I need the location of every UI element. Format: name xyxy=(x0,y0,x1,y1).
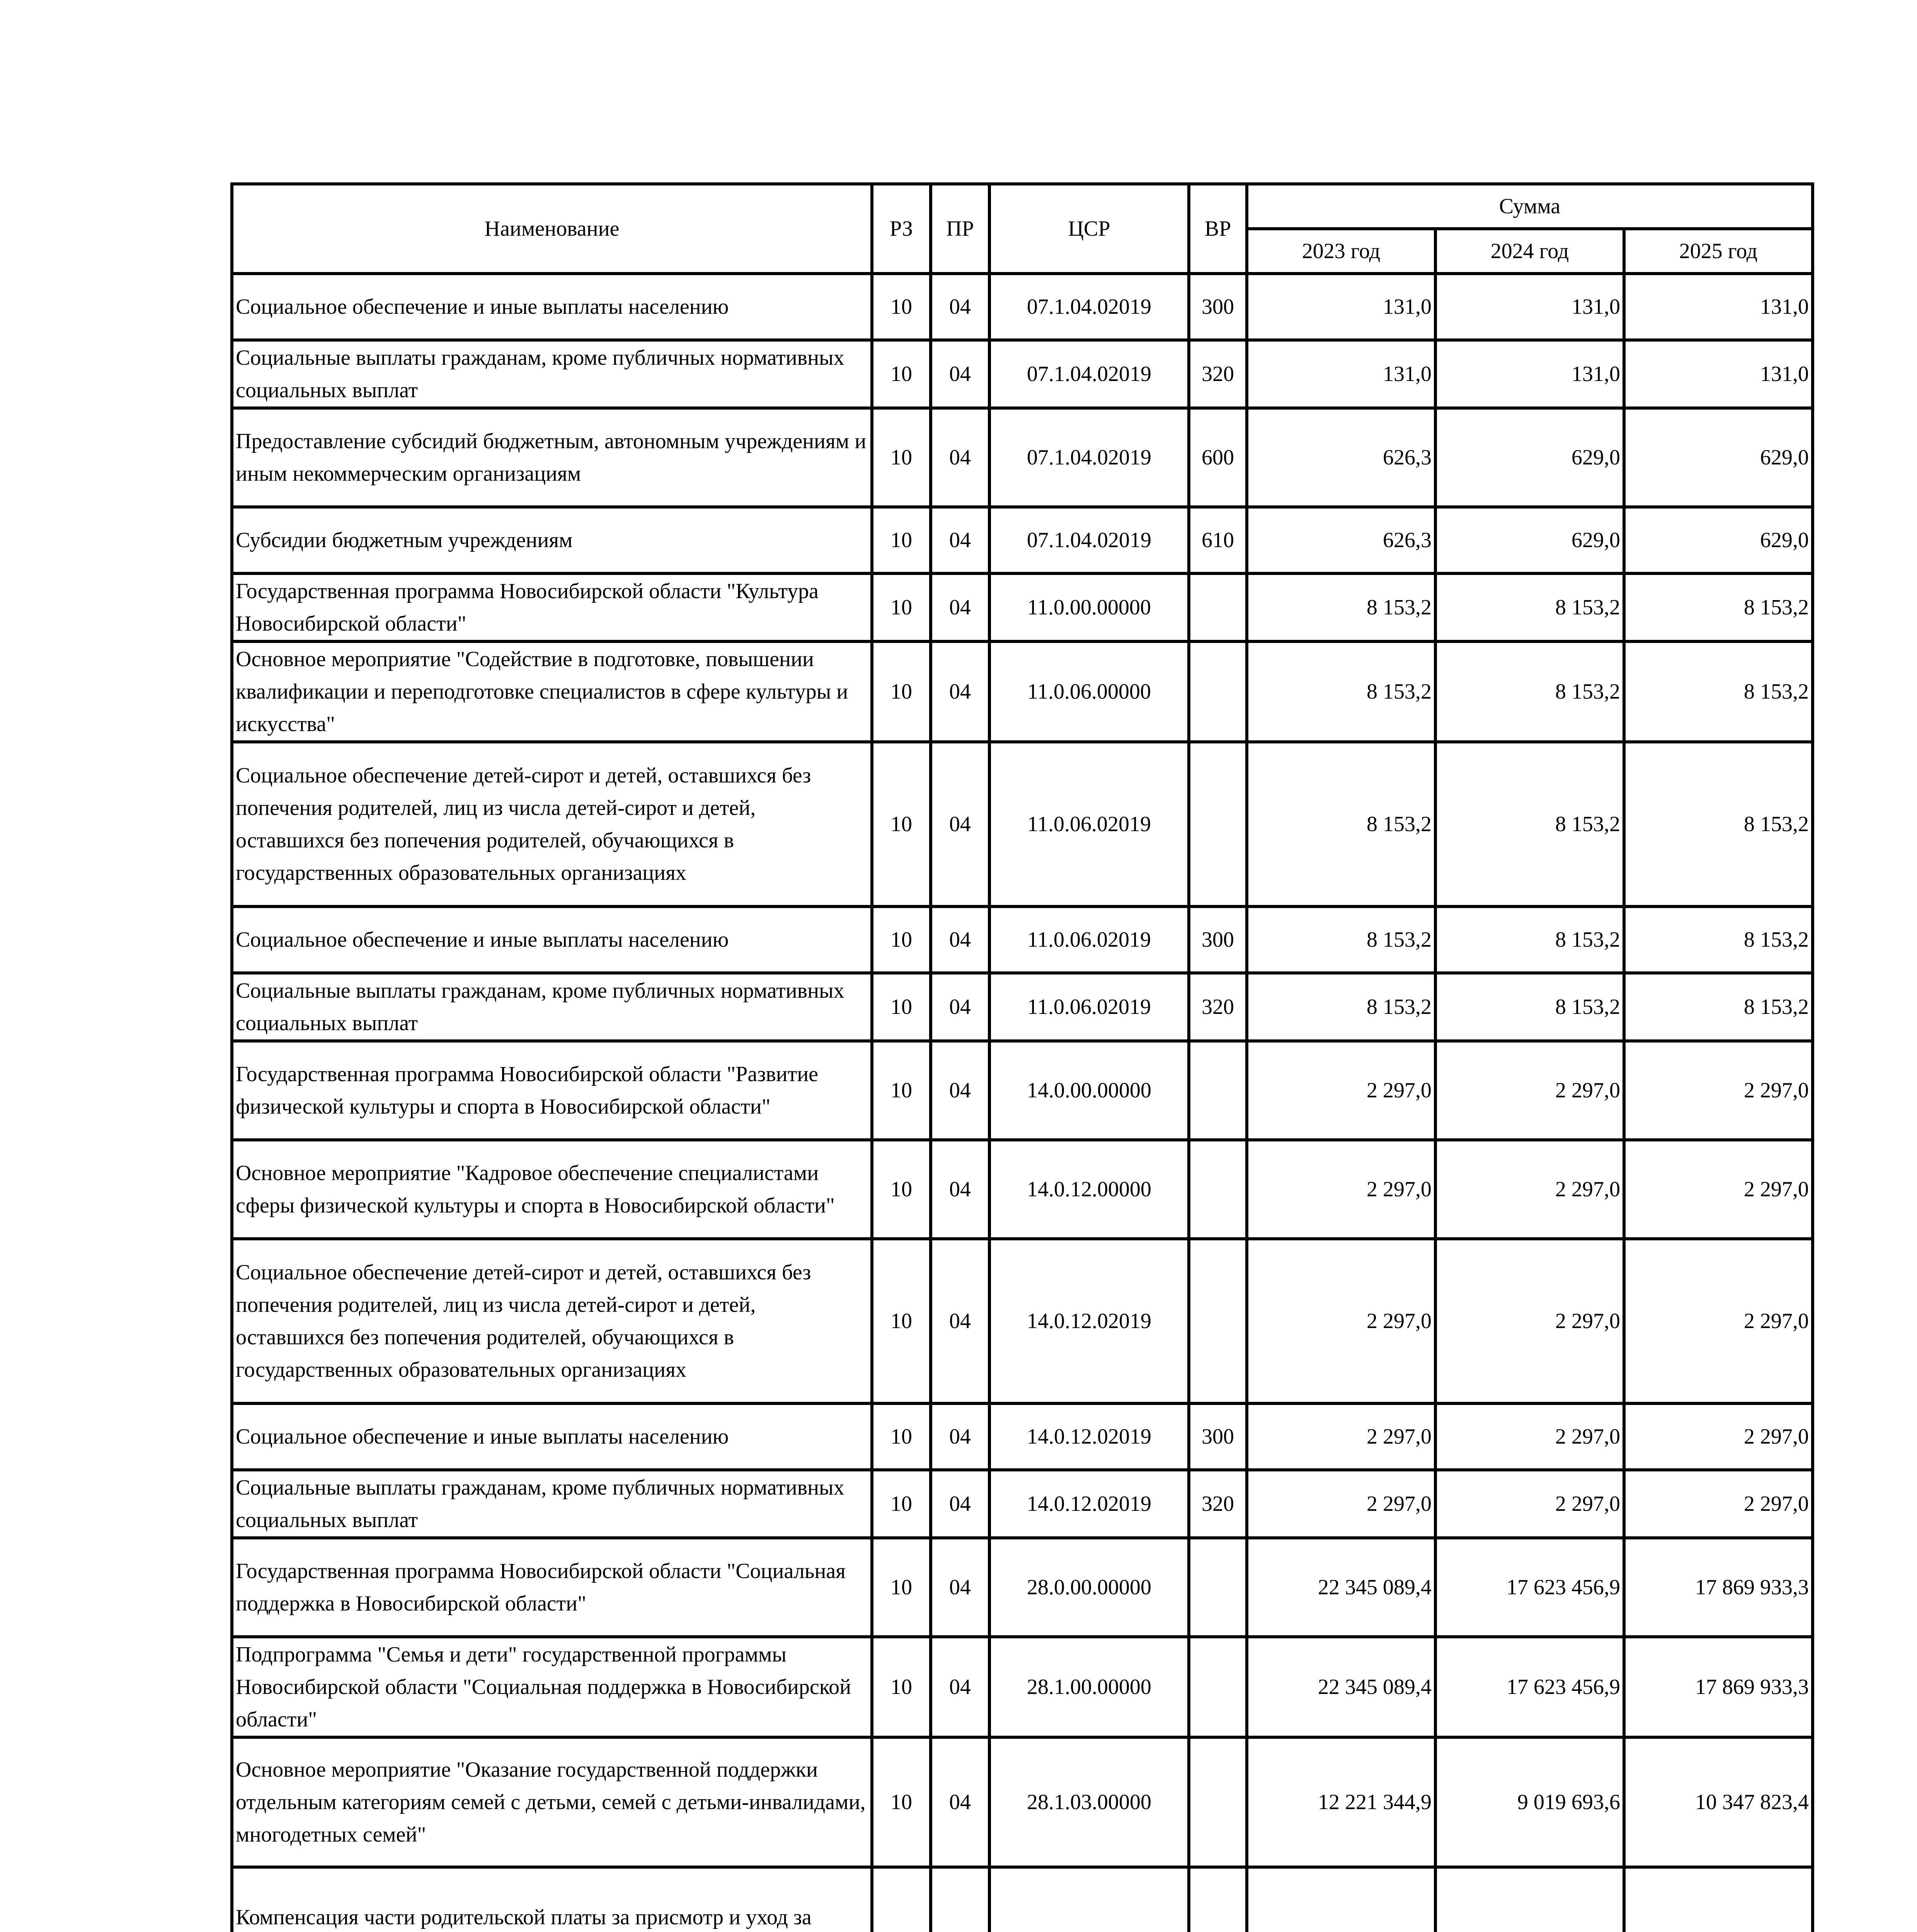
row-sum-2024: 2 297,0 xyxy=(1435,1470,1624,1538)
row-sum-2024: 2 297,0 xyxy=(1435,1140,1624,1239)
row-pr: 04 xyxy=(931,742,989,906)
row-sum-2023: 12 221 344,9 xyxy=(1247,1737,1435,1867)
table-row xyxy=(232,1470,1813,1538)
row-sum-2025: 2 297,0 xyxy=(1624,1470,1813,1538)
row-sum-2023: 8 153,2 xyxy=(1247,906,1435,973)
row-vr xyxy=(1189,742,1247,906)
row-rz: 10 xyxy=(872,573,931,641)
header-sum: Сумма xyxy=(1247,184,1813,229)
row-pr: 04 xyxy=(931,1737,989,1867)
row-name: Основное мероприятие "Оказание государственной поддержки отдельным категориям семей с детьми, семей с детьми-инвалидами, многодетных семей" xyxy=(232,1737,872,1867)
row-sum-2023: 131,0 xyxy=(1247,274,1435,340)
row-csr: 14.0.12.00000 xyxy=(989,1140,1189,1239)
table-row xyxy=(232,1140,1813,1239)
row-csr: 14.0.12.02019 xyxy=(989,1239,1189,1403)
row-pr: 04 xyxy=(931,1403,989,1470)
table-row xyxy=(232,742,1813,906)
row-name: Социальные выплаты гражданам, кроме публичных нормативных социальных выплат xyxy=(232,1470,872,1538)
row-pr: 04 xyxy=(931,641,989,742)
row-sum-2024: 8 153,2 xyxy=(1435,973,1624,1041)
row-rz: 10 xyxy=(872,408,931,507)
row-sum-2024: 8 153,2 xyxy=(1435,742,1624,906)
row-rz: 10 xyxy=(872,1403,931,1470)
row-sum-2025: 629,0 xyxy=(1624,408,1813,507)
row-vr: 610 xyxy=(1189,507,1247,573)
row-sum-2025: 131,0 xyxy=(1624,340,1813,408)
row-pr xyxy=(931,1867,989,1932)
row-vr: 320 xyxy=(1189,973,1247,1041)
table-row xyxy=(232,1637,1813,1737)
row-pr: 04 xyxy=(931,906,989,973)
row-pr: 04 xyxy=(931,274,989,340)
row-name: Государственная программа Новосибирской области "Социальная поддержка в Новосибирской области" xyxy=(232,1538,872,1637)
row-pr: 04 xyxy=(931,1538,989,1637)
row-sum-2024: 9 019 693,6 xyxy=(1435,1737,1624,1867)
row-sum-2024: 8 153,2 xyxy=(1435,573,1624,641)
row-rz: 10 xyxy=(872,1538,931,1637)
table-row xyxy=(232,507,1813,573)
row-name: Основное мероприятие "Содействие в подготовке, повышении квалификации и переподготовке специалистов в сфере культуры и искусства" xyxy=(232,641,872,742)
row-rz: 10 xyxy=(872,507,931,573)
row-sum-2025: 17 869 933,3 xyxy=(1624,1637,1813,1737)
row-sum-2025: 17 869 933,3 xyxy=(1624,1538,1813,1637)
table-row xyxy=(232,408,1813,507)
row-rz: 10 xyxy=(872,1637,931,1737)
row-rz: 10 xyxy=(872,641,931,742)
row-name: Подпрограмма "Семья и дети" государственной программы Новосибирской области "Социальная поддержка в Новосибирской области" xyxy=(232,1637,872,1737)
row-pr: 04 xyxy=(931,1140,989,1239)
row-sum-2024: 8 153,2 xyxy=(1435,641,1624,742)
table-row xyxy=(232,1737,1813,1867)
row-sum-2024: 17 623 456,9 xyxy=(1435,1637,1624,1737)
row-sum-2024: 2 297,0 xyxy=(1435,1403,1624,1470)
row-sum-2023: 2 297,0 xyxy=(1247,1140,1435,1239)
table-row xyxy=(232,641,1813,742)
row-pr: 04 xyxy=(931,507,989,573)
row-sum-2025: 2 297,0 xyxy=(1624,1041,1813,1140)
table-row xyxy=(232,1403,1813,1470)
row-vr: 300 xyxy=(1189,1403,1247,1470)
row-csr: 11.0.06.02019 xyxy=(989,742,1189,906)
row-vr xyxy=(1189,1867,1247,1932)
table-row xyxy=(232,1041,1813,1140)
row-csr: 11.0.06.02019 xyxy=(989,973,1189,1041)
row-rz: 10 xyxy=(872,1041,931,1140)
row-sum-2025: 629,0 xyxy=(1624,507,1813,573)
row-csr: 28.0.00.00000 xyxy=(989,1538,1189,1637)
row-rz: 10 xyxy=(872,1140,931,1239)
table-row xyxy=(232,1239,1813,1403)
row-name: Государственная программа Новосибирской области "Культура Новосибирской области" xyxy=(232,573,872,641)
row-sum-2023: 131,0 xyxy=(1247,340,1435,408)
row-sum-2023: 2 297,0 xyxy=(1247,1041,1435,1140)
row-vr xyxy=(1189,1538,1247,1637)
row-sum-2023: 2 297,0 xyxy=(1247,1239,1435,1403)
row-rz: 10 xyxy=(872,274,931,340)
header-rz: РЗ xyxy=(872,184,931,274)
row-sum-2025: 8 153,2 xyxy=(1624,742,1813,906)
row-vr xyxy=(1189,641,1247,742)
row-sum-2025: 131,0 xyxy=(1624,274,1813,340)
row-pr: 04 xyxy=(931,1239,989,1403)
row-sum-2024: 8 153,2 xyxy=(1435,906,1624,973)
row-name: Предоставление субсидий бюджетным, автономным учреждениям и иным некоммерческим организациям xyxy=(232,408,872,507)
row-pr: 04 xyxy=(931,573,989,641)
row-sum-2025 xyxy=(1624,1867,1813,1932)
row-sum-2025: 2 297,0 xyxy=(1624,1239,1813,1403)
row-rz: 10 xyxy=(872,973,931,1041)
row-csr: 07.1.04.02019 xyxy=(989,274,1189,340)
row-sum-2024: 629,0 xyxy=(1435,408,1624,507)
row-sum-2024: 629,0 xyxy=(1435,507,1624,573)
row-rz: 10 xyxy=(872,906,931,973)
row-rz: 10 xyxy=(872,1737,931,1867)
row-name: Социальное обеспечение и иные выплаты населению xyxy=(232,274,872,340)
row-sum-2023: 8 153,2 xyxy=(1247,641,1435,742)
row-vr xyxy=(1189,1239,1247,1403)
table-row xyxy=(232,973,1813,1041)
header-vr: ВР xyxy=(1189,184,1247,274)
row-csr: 28.1.00.00000 xyxy=(989,1637,1189,1737)
row-sum-2025: 10 347 823,4 xyxy=(1624,1737,1813,1867)
row-rz: 10 xyxy=(872,340,931,408)
row-vr xyxy=(1189,1737,1247,1867)
table-body xyxy=(232,274,1813,1932)
row-name: Государственная программа Новосибирской области "Развитие физической культуры и спорта в Новосибирской области" xyxy=(232,1041,872,1140)
row-vr xyxy=(1189,1140,1247,1239)
table-row xyxy=(232,906,1813,973)
table-header xyxy=(232,184,1813,274)
row-vr: 600 xyxy=(1189,408,1247,507)
row-sum-2024: 17 623 456,9 xyxy=(1435,1538,1624,1637)
row-csr: 07.1.04.02019 xyxy=(989,340,1189,408)
row-csr: 14.0.00.00000 xyxy=(989,1041,1189,1140)
row-name: Социальное обеспечение детей-сирот и детей, оставшихся без попечения родителей, лиц из числа детей-сирот и детей, оставшихся без попечения родителей, обучающихся в государственных образовательных организациях xyxy=(232,742,872,906)
row-sum-2025: 2 297,0 xyxy=(1624,1403,1813,1470)
row-sum-2023: 2 297,0 xyxy=(1247,1403,1435,1470)
row-csr: 11.0.06.00000 xyxy=(989,641,1189,742)
row-sum-2023: 22 345 089,4 xyxy=(1247,1637,1435,1737)
header-csr: ЦСР xyxy=(989,184,1189,274)
row-sum-2024: 131,0 xyxy=(1435,274,1624,340)
row-pr: 04 xyxy=(931,1637,989,1737)
header-2024: 2024 год xyxy=(1435,229,1624,274)
table-row xyxy=(232,573,1813,641)
table-row xyxy=(232,1538,1813,1637)
row-sum-2023: 8 153,2 xyxy=(1247,742,1435,906)
row-name: Социальное обеспечение детей-сирот и детей, оставшихся без попечения родителей, лиц из числа детей-сирот и детей, оставшихся без попечения родителей, обучающихся в государственных образовательных организациях xyxy=(232,1239,872,1403)
row-csr: 07.1.04.02019 xyxy=(989,408,1189,507)
header-pr: ПР xyxy=(931,184,989,274)
row-vr xyxy=(1189,573,1247,641)
row-sum-2025: 8 153,2 xyxy=(1624,641,1813,742)
row-sum-2025: 8 153,2 xyxy=(1624,906,1813,973)
table-row xyxy=(232,274,1813,340)
row-name: Социальные выплаты гражданам, кроме публичных нормативных социальных выплат xyxy=(232,973,872,1041)
row-sum-2025: 8 153,2 xyxy=(1624,573,1813,641)
row-vr: 320 xyxy=(1189,1470,1247,1538)
header-2025: 2025 год xyxy=(1624,229,1813,274)
row-name: Социальное обеспечение и иные выплаты населению xyxy=(232,1403,872,1470)
table-row xyxy=(232,340,1813,408)
row-rz: 10 xyxy=(872,1470,931,1538)
row-pr: 04 xyxy=(931,973,989,1041)
row-csr xyxy=(989,1867,1189,1932)
row-sum-2023: 8 153,2 xyxy=(1247,973,1435,1041)
row-sum-2024: 131,0 xyxy=(1435,340,1624,408)
row-pr: 04 xyxy=(931,1470,989,1538)
table-row xyxy=(232,1867,1813,1932)
row-sum-2023: 626,3 xyxy=(1247,408,1435,507)
row-sum-2023: 8 153,2 xyxy=(1247,573,1435,641)
row-pr: 04 xyxy=(931,1041,989,1140)
row-vr xyxy=(1189,1041,1247,1140)
row-sum-2023: 626,3 xyxy=(1247,507,1435,573)
row-sum-2024: 2 297,0 xyxy=(1435,1041,1624,1140)
header-2023: 2023 год xyxy=(1247,229,1435,274)
row-name: Компенсация части родительской платы за присмотр и уход за xyxy=(232,1867,872,1932)
budget-table xyxy=(230,182,1814,1932)
row-csr: 11.0.00.00000 xyxy=(989,573,1189,641)
row-sum-2023: 22 345 089,4 xyxy=(1247,1538,1435,1637)
row-csr: 07.1.04.02019 xyxy=(989,507,1189,573)
row-name: Субсидии бюджетным учреждениям xyxy=(232,507,872,573)
row-vr: 300 xyxy=(1189,274,1247,340)
row-name: Социальное обеспечение и иные выплаты населению xyxy=(232,906,872,973)
row-csr: 14.0.12.02019 xyxy=(989,1470,1189,1538)
header-name: Наименование xyxy=(232,184,872,274)
row-csr: 11.0.06.02019 xyxy=(989,906,1189,973)
row-rz xyxy=(872,1867,931,1932)
row-name: Основное мероприятие "Кадровое обеспечение специалистами сферы физической культуры и спорта в Новосибирской области" xyxy=(232,1140,872,1239)
row-rz: 10 xyxy=(872,1239,931,1403)
row-csr: 28.1.03.00000 xyxy=(989,1737,1189,1867)
row-pr: 04 xyxy=(931,340,989,408)
row-csr: 14.0.12.02019 xyxy=(989,1403,1189,1470)
row-sum-2024: 2 297,0 xyxy=(1435,1239,1624,1403)
row-sum-2025: 8 153,2 xyxy=(1624,973,1813,1041)
row-vr: 300 xyxy=(1189,906,1247,973)
row-sum-2023 xyxy=(1247,1867,1435,1932)
row-name: Социальные выплаты гражданам, кроме публичных нормативных социальных выплат xyxy=(232,340,872,408)
row-sum-2025: 2 297,0 xyxy=(1624,1140,1813,1239)
row-pr: 04 xyxy=(931,408,989,507)
row-sum-2023: 2 297,0 xyxy=(1247,1470,1435,1538)
row-rz: 10 xyxy=(872,742,931,906)
row-vr: 320 xyxy=(1189,340,1247,408)
row-sum-2024 xyxy=(1435,1867,1624,1932)
row-vr xyxy=(1189,1637,1247,1737)
